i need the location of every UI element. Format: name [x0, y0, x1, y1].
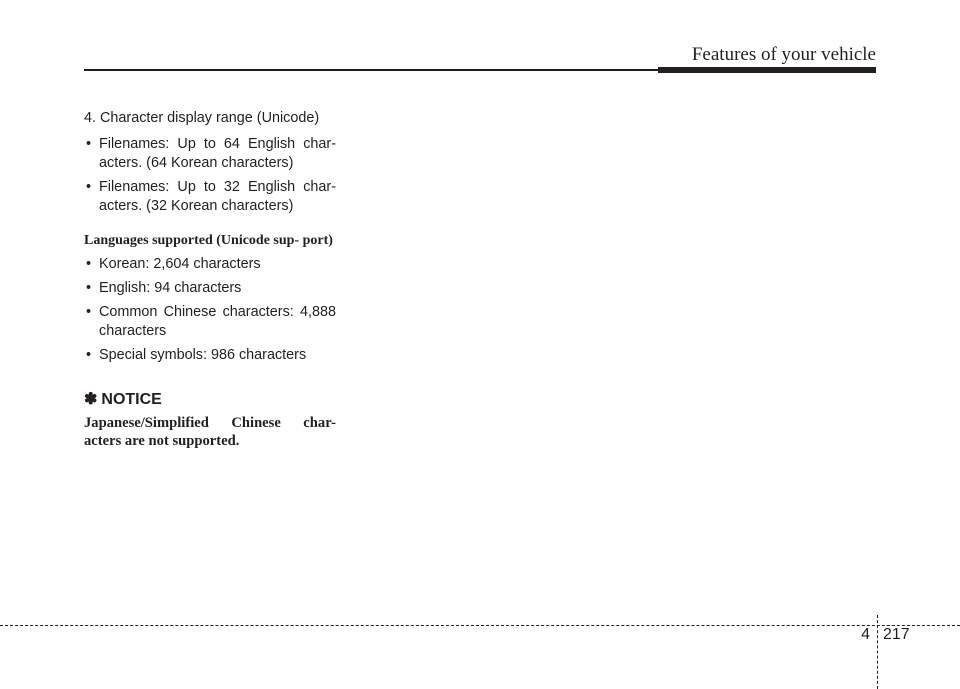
list-item	[84, 303, 336, 341]
list-item	[84, 279, 336, 298]
list-item	[84, 135, 336, 173]
bullet-icon: •	[86, 256, 92, 272]
character-range-intro: 4. Character display range (Unicode)	[84, 110, 320, 126]
header-divider-thin	[84, 69, 658, 71]
filename-list	[84, 135, 336, 216]
bullet-icon: •	[86, 304, 92, 320]
notice-star-icon: ✽	[84, 391, 98, 408]
page-number-separator	[877, 615, 878, 689]
list-item-text: Filenames: Up to 64 English char- acters. (64 Korean characters)	[99, 136, 336, 171]
language-list	[84, 255, 336, 365]
bullet-icon: •	[86, 347, 92, 363]
list-item-text: Filenames: Up to 32 English char- acters. (32 Korean characters)	[99, 179, 336, 214]
list-item-text: Common Chinese characters: 4,888 characters	[99, 304, 336, 339]
page-number: 217	[883, 626, 910, 643]
list-item-text: English: 94 characters	[99, 280, 242, 296]
bullet-icon: •	[86, 179, 92, 195]
languages-heading: Languages supported (Unicode sup- port)	[84, 233, 333, 248]
list-item	[84, 346, 336, 365]
notice-heading	[84, 390, 336, 410]
bullet-icon: •	[86, 136, 92, 152]
list-item-text: Korean: 2,604 characters	[99, 256, 261, 272]
list-item-text: Special symbols: 986 characters	[99, 347, 307, 363]
list-item	[84, 178, 336, 216]
list-item	[84, 255, 336, 274]
notice-title: NOTICE	[101, 391, 162, 408]
header-divider-thick	[658, 67, 876, 73]
notice-text: Japanese/Simplified Chinese char- acters are not supported.	[84, 415, 336, 449]
page-header-title: Features of your vehicle	[691, 44, 876, 65]
main-content	[84, 109, 336, 450]
bullet-icon: •	[86, 280, 92, 296]
chapter-number: 4	[861, 626, 870, 643]
footer-divider	[0, 625, 960, 626]
